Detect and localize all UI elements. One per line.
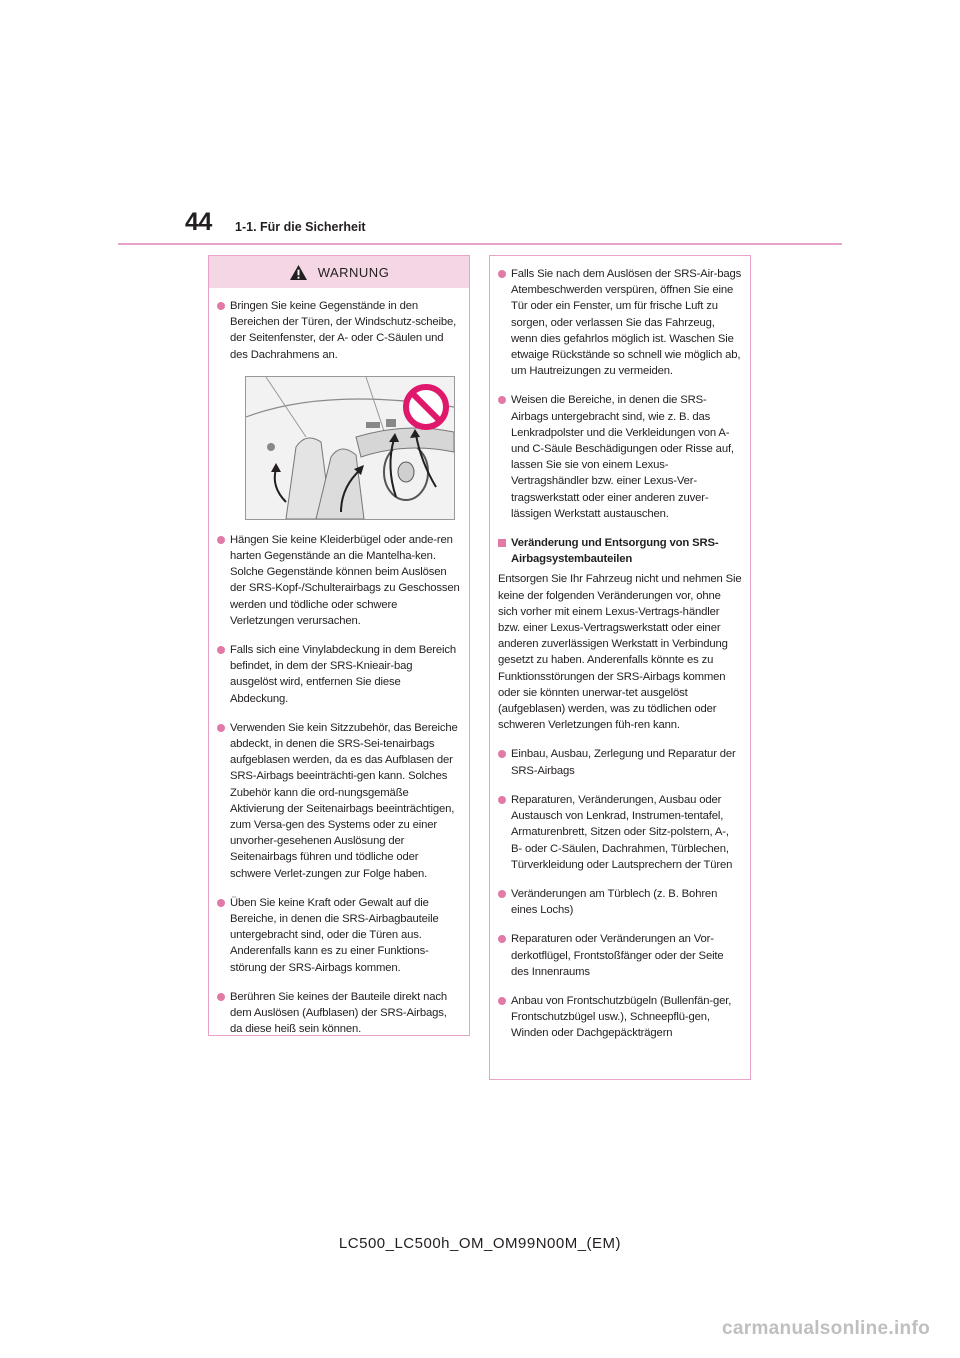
section-title: 1-1. Für die Sicherheit: [235, 220, 366, 234]
paragraph: Entsorgen Sie Ihr Fahrzeug nicht und nehmen Sie keine der folgenden Veränderungen vor, ohne sich vorher mit einem Lexus-Vertrags-händler bzw. einer Lexus-Vertragswerkstatt oder einer anderen zuverlässigen Werkstatt in Verbindung gesetzt zu haben. Anderenfalls könnte es zu Funktionsstörungen der SRS-Airbags kommen oder sie könnten unerwar-tet ausgelöst (aufgeblasen) werden, was zu tödlichen oder schweren Verletzungen füh-ren kann.: [498, 573, 742, 732]
watermark-text: carmanualsonline.info: [722, 1318, 930, 1339]
header-rule: [118, 243, 842, 245]
car-interior-illustration: [245, 376, 455, 520]
warning-item: Bringen Sie keine Gegenstände in den Bereichen der Türen, der Windschutz-scheibe, der Seitenfenster, der A- oder C-Säulen und des Dachrahmens an.: [217, 298, 461, 363]
warning-body: [209, 288, 469, 1038]
warning-item: Falls Sie nach dem Auslösen der SRS-Air-bags Atembeschwerden verspüren, öffnen Sie eine Tür oder ein Fenster, um für frische Luft zu sorgen, oder verlassen Sie das Fahrzeug, wenn dies gefahrlos möglich ist. Waschen Sie etwaige Rückstände so schnell wie möglich ab, um Hautreizungen zu vermeiden.: [498, 266, 742, 379]
warning-item: Verwenden Sie kein Sitzzubehör, das Bereiche abdeckt, in denen die SRS-Sei-tenairbags aufgeblasen werden, da es das Aufblasen der SRS-Airbags beeinträchti-gen kann. Solches Zubehör kann die ord-nungsgemäße Aktivierung der Seitenairbags beeinträchtigen, zum Versa-gen des Systems oder zu einer unvorher-gesehenen Auslösung der Seitenairbags führen und tödliche oder schwere Verlet-zungen zur Folge haben.: [217, 720, 461, 882]
page-number: 44: [185, 208, 212, 236]
modification-item: Anbau von Frontschutzbügeln (Bullenfän-ger, Frontschutzbügel usw.), Schneepflü-gen, Winden oder Dachgepäckträgern: [498, 993, 742, 1042]
warning-item: Hängen Sie keine Kleiderbügel oder ande-ren harten Gegenstände an die Mantelha-ken. Solche Gegenstände können beim Auslösen der SRS-Kopf-/Schulterairbags zu Geschossen werden und tödliche oder schwere Verletzungen verursachen.: [217, 532, 461, 629]
warning-header: [209, 256, 469, 288]
warning-box: [208, 255, 470, 1036]
warning-item: Üben Sie keine Kraft oder Gewalt auf die Bereiche, in denen die SRS-Airbagbauteile untergebracht sind, oder die Türen aus. Anderenfalls kann es zu einer Funktions-störung der SRS-Airbags kommen.: [217, 895, 461, 976]
modification-item: Reparaturen oder Veränderungen an Vor-derkotflügel, Frontstoßfänger oder der Seite des Innenraums: [498, 931, 742, 980]
modification-item: Einbau, Ausbau, Zerlegung und Reparatur der SRS-Airbags: [498, 746, 742, 778]
warning-box-continued: [489, 255, 751, 1080]
warning-body-continued: [490, 256, 750, 1042]
warning-triangle-icon: [289, 264, 308, 281]
warning-item: Berühren Sie keines der Bauteile direkt nach dem Auslösen (Aufblasen) der SRS-Airbags, da diese heiß sein können.: [217, 989, 461, 1038]
warning-item: Falls sich eine Vinylabdeckung in dem Bereich befindet, in dem der SRS-Knieair-bag ausgelöst wird, entfernen Sie diese Abdeckung.: [217, 642, 461, 707]
sub-heading: Veränderung und Entsorgung von SRS-Airbagsystembauteilen: [498, 535, 742, 567]
warning-item: Weisen die Bereiche, in denen die SRS-Airbags untergebracht sind, wie z. B. das Lenkradpolster und die Verkleidungen von A- und C-Säule Beschädigungen oder Risse auf, lassen Sie sie von einem Lexus-Vertragshändler bzw. einer Lexus-Ver-tragswerkstatt oder einer anderen zuver-lässigen Werkstatt austauschen.: [498, 392, 742, 522]
modification-item: Reparaturen, Veränderungen, Ausbau oder Austausch von Lenkrad, Instrumen-tentafel, Armaturenbrett, Sitzen oder Sitz-polstern, A-, B- oder C-Säulen, Dachrahmen, Türblechen, Türverkleidung oder Lautsprechern der Türen: [498, 792, 742, 873]
model-code: LC500_LC500h_OM_OM99N00M_(EM): [338, 1235, 622, 1252]
modification-item: Veränderungen am Türblech (z. B. Bohren eines Lochs): [498, 886, 742, 918]
warning-title: WARNUNG: [317, 264, 390, 280]
